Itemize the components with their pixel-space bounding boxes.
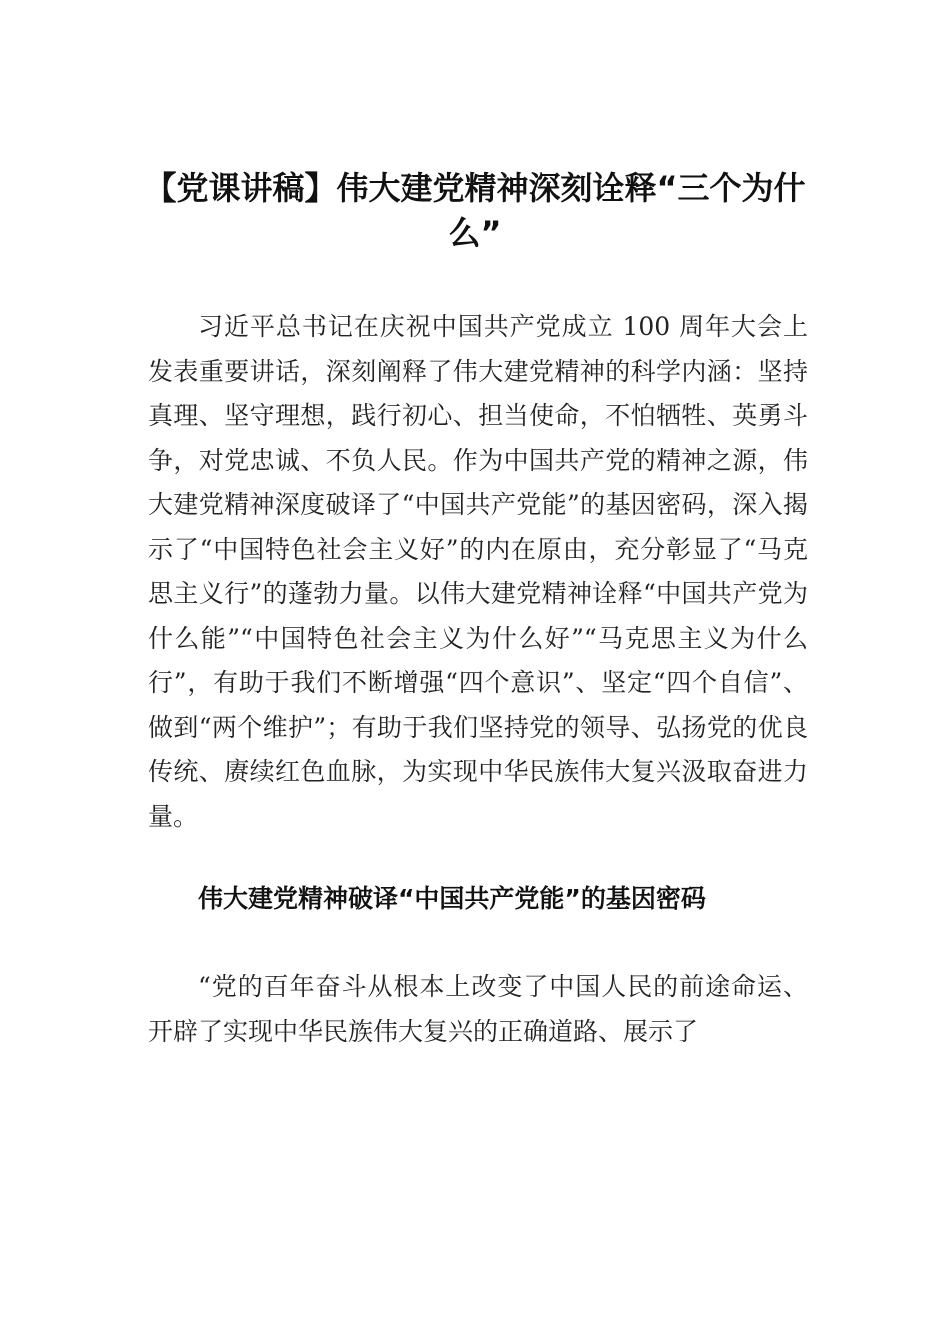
intro-paragraph: 习近平总书记在庆祝中国共产党成立 100 周年大会上发表重要讲话，深刻阐释了伟大建党精神的科学内涵：坚持真理、坚守理想，践行初心、担当使命，不怕牺牲、英勇斗争，对党忠诚、不负人民。作为中国共产党的精神之源，伟大建党精神深度破译了“中国共产党能”的基因密码，深入揭示了“中国特色社会主义好”的内在原由，充分彰显了“马克思主义行”的蓬勃力量。以伟大建党精神诠释“中国共产党为什么能”“中国特色社会主义为什么好”“马克思主义为什么行”，有助于我们不断增强“四个意识”、坚定“四个自信”、做到“两个维护”；有助于我们坚持党的领导、弘扬党的优良传统、赓续红色血脉，为实现中华民族伟大复兴汲取奋进力量。 bbox=[148, 312, 808, 831]
section-heading: 伟大建党精神破译“中国共产党能”的基因密码 bbox=[198, 884, 706, 913]
section-paragraph: “党的百年奋斗从根本上改变了中国人民的前途命运、开辟了实现中华民族伟大复兴的正确道路、展示了 bbox=[148, 972, 808, 1046]
document-title: 【党课讲稿】伟大建党精神深刻诠释“三个为什么” bbox=[144, 169, 806, 252]
